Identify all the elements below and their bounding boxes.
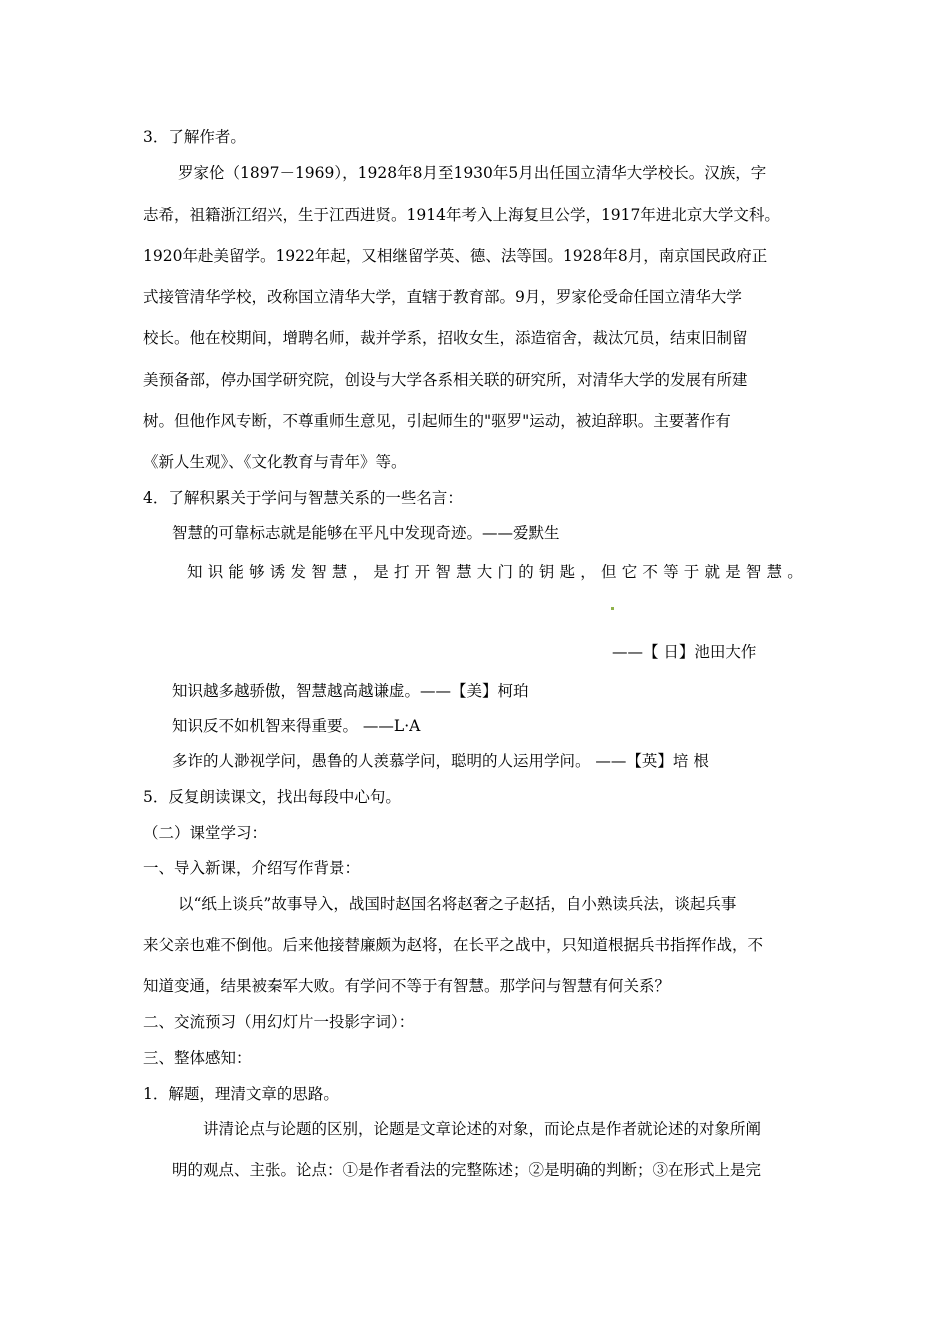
section-5-heading: 5．反复朗读课文，找出每段中心句。 <box>143 788 401 806</box>
intro-line: 来父亲也难不倒他。后来他接替廉颇为赵将，在长平之战中，只知道根据兵书指挥作战，不 <box>143 936 764 954</box>
intro-line: 知道变通，结果被秦军大败。有学问不等于有智慧。那学问与智慧有何关系？ <box>143 977 671 995</box>
section-3-heading: 3．了解作者。 <box>143 128 246 146</box>
quote: 智慧的可靠标志就是能够在平凡中发现奇迹。——爱默生 <box>172 524 560 542</box>
stray-mark <box>611 607 614 610</box>
section-4-heading: 4．了解积累关于学问与智慧关系的一些名言： <box>143 489 463 507</box>
item-1-line: 明的观点、主张。论点：①是作者看法的完整陈述；②是明确的判断；③在形式上是完 <box>172 1161 762 1179</box>
bio-line: 美预备部，停办国学研究院，创设与大学各系相关联的研究所，对清华大学的发展有所建 <box>143 371 748 389</box>
quote: 知识能够诱发智慧，是打开智慧大门的钥匙，但它不等于就是智慧。 <box>187 563 809 581</box>
quote-author: ——【 日】池田大作 <box>612 643 757 661</box>
item-1-line: 讲清论点与论题的区别，论题是文章论述的对象，而论点是作者就论述的对象所阐 <box>203 1120 762 1138</box>
step-2-heading: 二、交流预习（用幻灯片一投影字词）： <box>143 1013 415 1031</box>
quote: 知识越多越骄傲，智慧越高越谦虚。——【美】柯珀 <box>172 682 529 700</box>
bio-line: 式接管清华学校，改称国立清华大学，直辖于教育部。9月，罗家伦受命任国立清华大学 <box>143 288 742 306</box>
item-1-heading: 1．解题，理清文章的思路。 <box>143 1085 339 1103</box>
quote: 多诈的人渺视学问，愚鲁的人羡慕学问，聪明的人运用学问。 ——【英】培 根 <box>172 752 709 770</box>
quote: 知识反不如机智来得重要。 ——L·A <box>172 717 421 735</box>
step-1-heading: 一、导入新课，介绍写作背景： <box>143 859 361 877</box>
bio-line: 志希，祖籍浙江绍兴，生于江西进贤。1914年考入上海复旦公学，1917年进北京大学文科。 <box>143 206 780 224</box>
intro-line: 以“纸上谈兵”故事导入，战国时赵国名将赵奢之子赵括，自小熟读兵法，谈起兵事 <box>178 895 737 913</box>
bio-line: 校长。他在校期间，增聘名师，裁并学系，招收女生，添造宿舍，裁汰冗员，结束旧制留 <box>143 329 748 347</box>
bio-line: 1920年赴美留学。1922年起，又相继留学英、德、法等国。1928年8月，南京国民政府正 <box>143 247 768 265</box>
step-3-heading: 三、整体感知： <box>143 1049 252 1067</box>
part-2-heading: （二）课堂学习： <box>143 824 268 842</box>
bio-line: 树。但他作风专断，不尊重师生意见，引起师生的"驱罗"运动，被迫辞职。主要著作有 <box>143 412 731 430</box>
bio-line: 《新人生观》、《文化教育与青年》等。 <box>143 453 407 471</box>
bio-line: 罗家伦（1897－1969），1928年8月至1930年5月出任国立清华大学校长。汉族，字 <box>178 164 767 182</box>
